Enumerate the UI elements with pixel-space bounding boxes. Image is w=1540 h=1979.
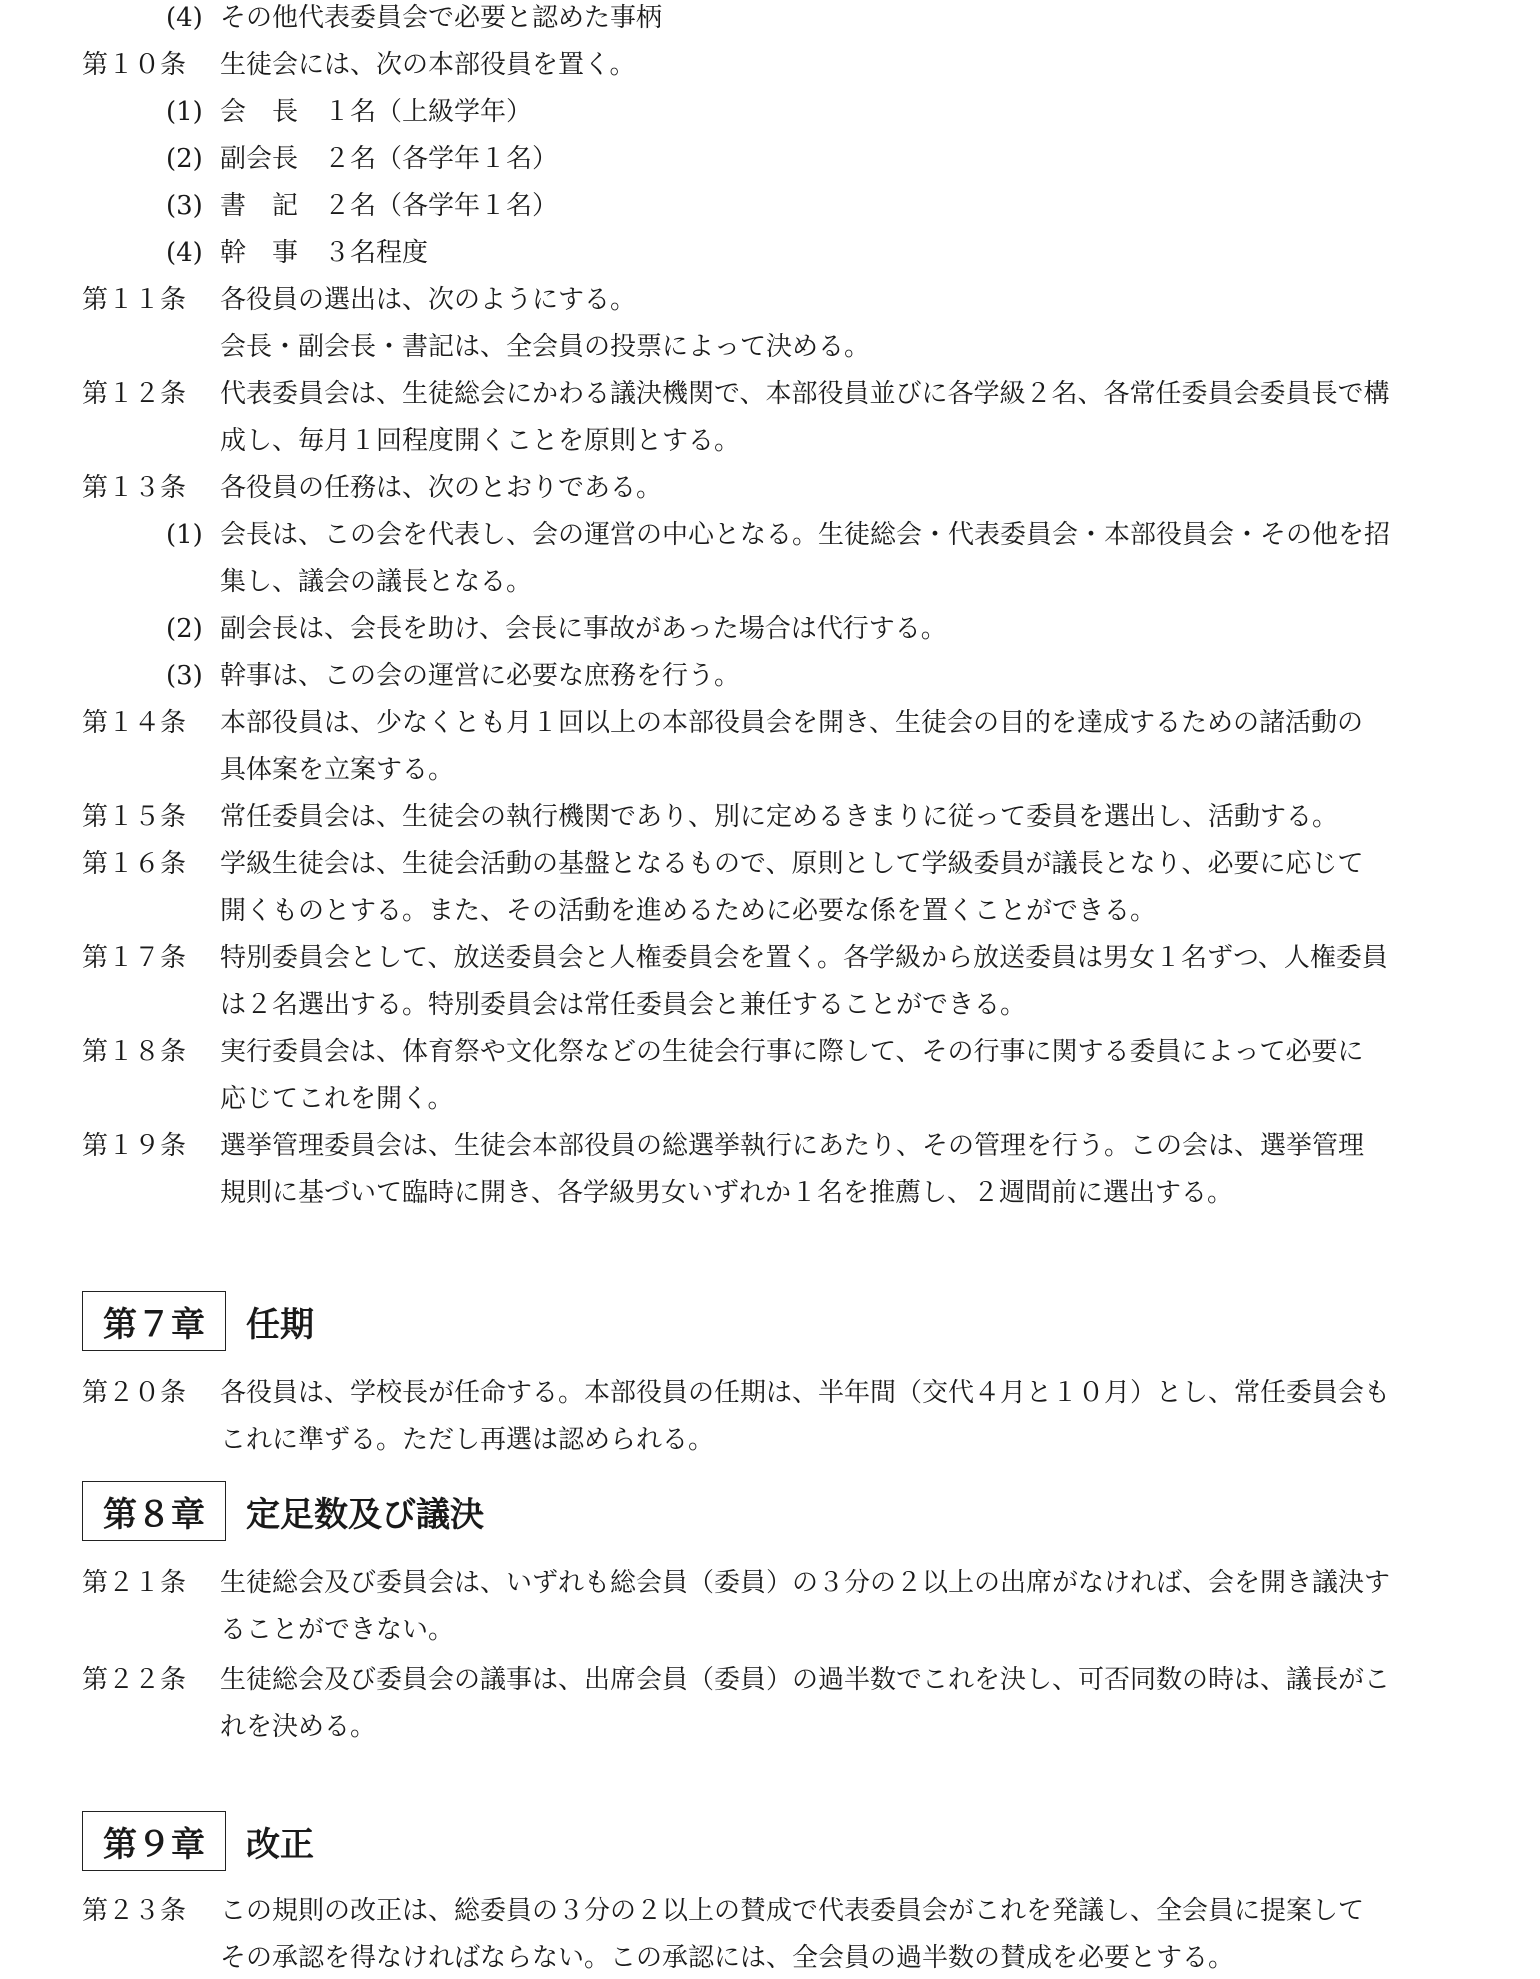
article-number: 第１８条 (82, 1037, 187, 1067)
article-text: 生徒総会及び委員会は、いずれも総会員（委員）の３分の２以上の出席がなければ、会を開き議決す (220, 1568, 1391, 1598)
article-text: 特別委員会として、放送委員会と人権委員会を置く。各学級から放送委員は男女１名ずつ、人権委員 (220, 943, 1388, 973)
item-text: 副会長 ２名（各学年１名） (220, 144, 559, 174)
item-number: (1) (166, 520, 203, 550)
article-continuation: 規則に基づいて臨時に開き、各学級男女いずれか１名を推薦し、２週間前に選出する。 (220, 1178, 1233, 1208)
item-number: (3) (166, 191, 203, 221)
article-number: 第１２条 (82, 379, 187, 409)
chapter-heading (82, 1290, 314, 1352)
article-text: 代表委員会は、生徒総会にかわる議決機関で、本部役員並びに各学級２名、各常任委員会委員長で構 (220, 379, 1390, 409)
item-continuation: 集し、議会の議長となる。 (220, 567, 533, 597)
article-number: 第１４条 (82, 708, 187, 738)
item-text: 会 長 １名（上級学年） (220, 97, 533, 127)
article-text: 選挙管理委員会は、生徒会本部役員の総選挙執行にあたり、その管理を行う。この会は、選挙管理 (220, 1131, 1365, 1161)
item-text: その他代表委員会で必要と認めた事柄 (220, 3, 663, 33)
article-continuation: は２名選出する。特別委員会は常任委員会と兼任することができる。 (220, 990, 1027, 1020)
article-text: 生徒会には、次の本部役員を置く。 (220, 50, 636, 80)
item-number: (3) (166, 661, 203, 691)
item-text: 書 記 ２名（各学年１名） (220, 191, 559, 221)
item-text: 会長は、この会を代表し、会の運営の中心となる。生徒総会・代表委員会・本部役員会・その他を招 (220, 520, 1391, 550)
article-text: 学級生徒会は、生徒会活動の基盤となるもので、原則として学級委員が議長となり、必要に応じて (220, 849, 1364, 879)
article-text: 各役員の任務は、次のとおりである。 (220, 473, 663, 503)
chapter-number-box: 第７章 (82, 1291, 226, 1351)
item-text: 幹 事 ３名程度 (220, 238, 429, 268)
article-number: 第１７条 (82, 943, 187, 973)
article-number: 第２１条 (82, 1568, 187, 1598)
article-number: 第１９条 (82, 1131, 187, 1161)
article-text: 各役員は、学校長が任命する。本部役員の任期は、半年間（交代４月と１０月）とし、常任委員会も (220, 1378, 1391, 1408)
article-continuation: 応じてこれを開く。 (220, 1084, 454, 1114)
article-continuation: 会長・副会長・書記は、全会員の投票によって決める。 (220, 332, 871, 362)
item-text: 幹事は、この会の運営に必要な庶務を行う。 (220, 661, 741, 691)
article-number: 第１５条 (82, 802, 187, 832)
article-text: 実行委員会は、体育祭や文化祭などの生徒会行事に際して、その行事に関する委員によって必要に (220, 1037, 1364, 1067)
item-number: (4) (166, 3, 203, 33)
article-continuation: ることができない。 (220, 1615, 455, 1645)
chapter-title: 改正 (246, 1824, 314, 1865)
article-number: 第１３条 (82, 473, 187, 503)
article-continuation: 開くものとする。また、その活動を進めるために必要な係を置くことができる。 (220, 896, 1157, 926)
item-number: (2) (166, 144, 203, 174)
article-continuation: これに準ずる。ただし再選は認められる。 (220, 1425, 715, 1455)
article-text: 各役員の選出は、次のようにする。 (220, 285, 637, 315)
chapter-heading (82, 1810, 314, 1872)
article-continuation: 成し、毎月１回程度開くことを原則とする。 (220, 426, 741, 456)
article-number: 第２３条 (82, 1896, 187, 1926)
article-continuation: その承認を得なければならない。この承認には、全会員の過半数の賛成を必要とする。 (220, 1943, 1235, 1973)
chapter-title: 任期 (246, 1304, 314, 1345)
article-number: 第２２条 (82, 1665, 187, 1695)
chapter-heading (82, 1480, 484, 1542)
article-continuation: れを決める。 (220, 1712, 377, 1742)
article-continuation: 具体案を立案する。 (220, 755, 455, 785)
article-text: 生徒総会及び委員会の議事は、出席会員（委員）の過半数でこれを決し、可否同数の時は、議長がこ (220, 1665, 1391, 1695)
item-number: (2) (166, 614, 203, 644)
article-number: 第１１条 (82, 285, 187, 315)
article-text: この規則の改正は、総委員の３分の２以上の賛成で代表委員会がこれを発議し、全会員に提案して (220, 1896, 1365, 1926)
article-number: 第２０条 (82, 1378, 187, 1408)
chapter-title: 定足数及び議決 (246, 1494, 484, 1535)
chapter-number-box: 第９章 (82, 1811, 226, 1871)
item-text: 副会長は、会長を助け、会長に事故があった場合は代行する。 (220, 614, 947, 644)
item-number: (1) (166, 97, 203, 127)
item-number: (4) (166, 238, 203, 268)
article-text: 本部役員は、少なくとも月１回以上の本部役員会を開き、生徒会の目的を達成するための諸活動の (220, 708, 1363, 738)
article-number: 第１６条 (82, 849, 187, 879)
article-text: 常任委員会は、生徒会の執行機関であり、別に定めるきまりに従って委員を選出し、活動する。 (220, 802, 1339, 832)
chapter-number-box: 第８章 (82, 1481, 226, 1541)
article-number: 第１０条 (82, 50, 187, 80)
